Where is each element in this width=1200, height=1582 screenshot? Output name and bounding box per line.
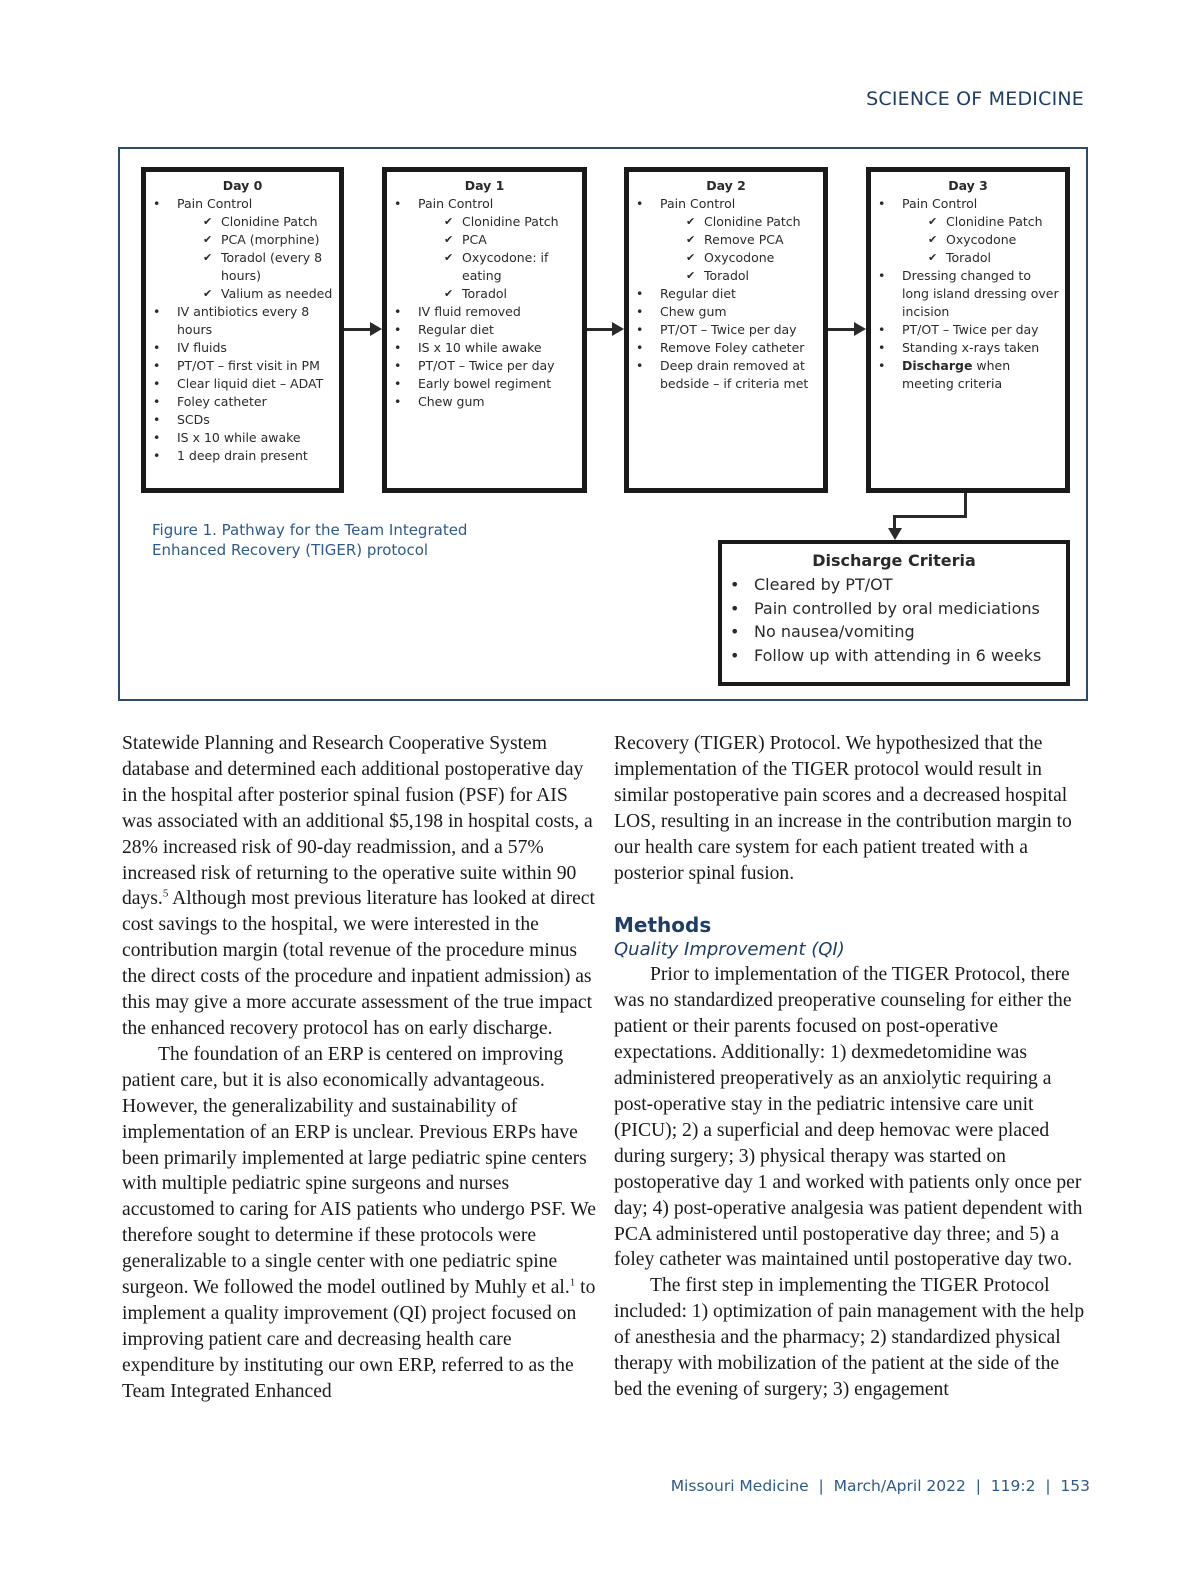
check-icon: ✔ bbox=[444, 233, 454, 246]
day-bullet-item bbox=[876, 339, 1060, 357]
day-bullet-item bbox=[392, 339, 577, 357]
item-text: SCDs bbox=[177, 412, 210, 427]
day-check-item bbox=[876, 249, 1060, 267]
day-bullet-item bbox=[392, 357, 577, 375]
item-text: Valium as needed bbox=[221, 286, 333, 301]
discharge-title: Discharge Criteria bbox=[812, 551, 976, 570]
day-check-item bbox=[392, 213, 577, 231]
body-paragraph: Prior to implementation of the TIGER Protocol, there was no standardized preoperative counseling for either the patient or their parents focused on post-operative expectations. Additionally: 1) dexmedetomidine was administered preoperatively as an anxiolytic requiring a post-operative stay in the pediatric intensive care unit (PICU); 2) a superficial and deep hemovac were placed during surgery; 3) physical therapy was started on postoperative day 1 and worked with patients only once per day; 4) post-operative analgesia was patient dependent with PCA administered until postoperative day three; and 5) a foley catheter was maintained until postoperative day two. bbox=[614, 964, 1083, 1271]
body-paragraph: The first step in implementing the TIGER Protocol included: 1) optimization of pain management with the help of anesthesia and the pharmacy; 2) standardized physical therapy with mobilization of the patient at the side of the bed the evening of surgery; 3) engagement bbox=[614, 1275, 1085, 1400]
methods-subheading: Quality Improvement (QI) bbox=[614, 939, 845, 961]
day-bullet-item bbox=[151, 411, 334, 429]
check-icon: ✔ bbox=[203, 287, 213, 300]
day-check-item bbox=[392, 231, 577, 249]
item-text: Standing x-rays taken bbox=[902, 340, 1040, 355]
body-text: Statewide Planning and Research Cooperative System database and determined each additional postoperative day in the hospital after posterior spinal fusion (PSF) for AIS was associated with an additional $5,198 in hospital costs, a 28% increased risk of 90-day readmission, and a 57% increased risk of returning to the operative suite within 90 days. bbox=[122, 733, 593, 910]
day-check-item bbox=[876, 213, 1060, 231]
connector-day3-left bbox=[893, 515, 967, 518]
item-text: Oxycodone: if eating bbox=[462, 250, 549, 283]
item-text: Dressing changed to long island dressing over incision bbox=[902, 268, 1059, 319]
check-icon: ✔ bbox=[203, 215, 213, 228]
day-check-item bbox=[634, 267, 818, 285]
day-2-box bbox=[624, 167, 828, 493]
day-check-item bbox=[634, 249, 818, 267]
item-text: Pain Control bbox=[902, 196, 978, 211]
discharge-criteria-box bbox=[718, 540, 1070, 686]
day-item-list bbox=[392, 195, 577, 411]
day-check-item bbox=[151, 249, 334, 285]
item-text: Remove Foley catheter bbox=[660, 340, 805, 355]
item-text: Pain Control bbox=[418, 196, 494, 211]
day-item-list bbox=[876, 195, 1060, 393]
item-text: IS x 10 while awake bbox=[177, 430, 301, 445]
item-text: Toradol bbox=[462, 286, 508, 301]
item-text: Pain Control bbox=[660, 196, 736, 211]
day-bullet-item bbox=[392, 321, 577, 339]
item-text: Chew gum bbox=[660, 304, 727, 319]
item-text: IV fluids bbox=[177, 340, 227, 355]
check-icon: ✔ bbox=[444, 251, 454, 264]
item-text: Clonidine Patch bbox=[462, 214, 559, 229]
item-text: when meeting criteria bbox=[902, 358, 1011, 391]
day-bullet-item bbox=[392, 195, 577, 213]
day-check-item bbox=[634, 213, 818, 231]
item-text: Pain Control bbox=[177, 196, 253, 211]
day-check-item bbox=[634, 231, 818, 249]
day-0-box bbox=[141, 167, 344, 493]
day-bullet-item bbox=[634, 339, 818, 357]
day-bullet-item bbox=[151, 375, 334, 393]
day-bullet-item bbox=[151, 357, 334, 375]
discharge-item: • Pain controlled by oral mediciations bbox=[730, 597, 1058, 621]
day-bullet-item bbox=[151, 429, 334, 447]
check-icon: ✔ bbox=[686, 251, 696, 264]
day-check-item bbox=[151, 213, 334, 231]
item-text: 1 deep drain present bbox=[177, 448, 308, 463]
item-text: IV antibiotics every 8 hours bbox=[177, 304, 310, 337]
day-bullet-item bbox=[634, 321, 818, 339]
body-paragraph: Recovery (TIGER) Protocol. We hypothesized that the implementation of the TIGER protocol would result in similar postoperative pain scores and a decreased hospital LOS, resulting in an increase in the contribution margin to our health care system for each patient treated with a posterior spinal fusion. bbox=[614, 733, 1072, 884]
arrow-day2-day3 bbox=[828, 328, 856, 331]
day-check-item bbox=[876, 231, 1060, 249]
connector-to-discharge bbox=[893, 515, 896, 529]
item-text: PT/OT – first visit in PM bbox=[177, 358, 320, 373]
item-text: PCA (morphine) bbox=[221, 232, 320, 247]
day-check-item bbox=[392, 285, 577, 303]
day-bullet-item bbox=[634, 285, 818, 303]
check-icon: ✔ bbox=[444, 287, 454, 300]
item-text: Oxycodone bbox=[946, 232, 1017, 247]
day-bullet-item bbox=[151, 195, 334, 213]
item-text: PT/OT – Twice per day bbox=[418, 358, 555, 373]
day-title: Day 2 bbox=[706, 178, 746, 193]
item-text: IV fluid removed bbox=[418, 304, 521, 319]
check-icon: ✔ bbox=[686, 215, 696, 228]
body-paragraph bbox=[122, 731, 596, 1042]
check-icon: ✔ bbox=[928, 233, 938, 246]
day-bullet-item bbox=[392, 393, 577, 411]
day-bullet-item bbox=[876, 267, 1060, 321]
body-column-right bbox=[614, 731, 1088, 1403]
arrow-day1-day2 bbox=[587, 328, 614, 331]
day-bullet-item bbox=[151, 339, 334, 357]
item-text: Clonidine Patch bbox=[946, 214, 1043, 229]
day-bullet-item bbox=[392, 375, 577, 393]
body-text: Although most previous literature has looked at direct cost savings to the hospital, we were interested in the contribution margin (total revenue of the procedure minus the direct costs of the procedure and inpatient admission) as this may give a more accurate assessment of the true impact the enhanced recovery protocol has on early discharge. bbox=[122, 888, 595, 1039]
item-text: Remove PCA bbox=[704, 232, 784, 247]
body-text: The foundation of an ERP is centered on improving patient care, but it is also economically advantageous. However, the generalizability and sustainability of implementation of an ERP is unclear. Previous ERPs have been primarily implemented at large pediatric spine centers with multiple pediatric spine surgeons and nurses accustomed to caring for AIS patients who undergo PSF. We therefore sought to determine if these protocols were generalizable to a single center with one pediatric spine surgeon. We followed the model outlined by Muhly et al. bbox=[122, 1043, 596, 1299]
body-paragraph bbox=[122, 1042, 596, 1405]
item-text: PT/OT – Twice per day bbox=[660, 322, 797, 337]
check-icon: ✔ bbox=[203, 233, 213, 246]
item-text: Clonidine Patch bbox=[221, 214, 318, 229]
day-bullet-item bbox=[876, 321, 1060, 339]
item-text: Toradol bbox=[946, 250, 992, 265]
item-text: Chew gum bbox=[418, 394, 485, 409]
day-check-item bbox=[151, 231, 334, 249]
section-label: SCIENCE OF MEDICINE bbox=[866, 88, 1084, 110]
methods-heading: Methods bbox=[614, 913, 712, 938]
discharge-item: • Follow up with attending in 6 weeks bbox=[730, 644, 1058, 668]
day-title: Day 0 bbox=[222, 178, 263, 193]
discharge-item: • Cleared by PT/OT bbox=[730, 573, 1058, 597]
item-text: Clonidine Patch bbox=[704, 214, 801, 229]
item-text: Toradol bbox=[704, 268, 750, 283]
day-bullet-item bbox=[634, 195, 818, 213]
day-item-list bbox=[634, 195, 818, 393]
day-bullet-item bbox=[876, 357, 1060, 393]
day-check-item bbox=[392, 249, 577, 285]
day-item-list bbox=[151, 195, 334, 465]
day-title: Day 1 bbox=[464, 178, 505, 193]
page-footer: Missouri Medicine | March/April 2022 | 119:2 | 153 bbox=[670, 1477, 1090, 1495]
discharge-item: • No nausea/vomiting bbox=[730, 620, 1058, 644]
figure-caption: Figure 1. Pathway for the Team Integrated Enhanced Recovery (TIGER) protocol bbox=[152, 521, 468, 559]
check-icon: ✔ bbox=[444, 215, 454, 228]
item-text: Clear liquid diet – ADAT bbox=[177, 376, 324, 391]
day-title: Day 3 bbox=[948, 178, 988, 193]
day-bullet-item bbox=[151, 393, 334, 411]
body-column-left bbox=[122, 731, 596, 1405]
item-text: Regular diet bbox=[418, 322, 494, 337]
item-text: Regular diet bbox=[660, 286, 736, 301]
arrow-to-discharge bbox=[888, 528, 902, 540]
item-text: Oxycodone bbox=[704, 250, 775, 265]
day-check-item bbox=[151, 285, 334, 303]
check-icon: ✔ bbox=[203, 251, 213, 264]
day-bullet-item bbox=[876, 195, 1060, 213]
check-icon: ✔ bbox=[686, 269, 696, 282]
day-bullet-item bbox=[634, 357, 818, 393]
day-bullet-item bbox=[151, 447, 334, 465]
check-icon: ✔ bbox=[928, 251, 938, 264]
body-text: to implement a quality improvement (QI) project focused on improving patient care and decreasing health care expenditure by instituting our own ERP, referred to as the Team Integrated Enhanced bbox=[122, 1277, 596, 1402]
item-text: PT/OT – Twice per day bbox=[902, 322, 1039, 337]
day-bullet-item bbox=[392, 303, 577, 321]
item-text: Toradol (every 8 hours) bbox=[221, 250, 323, 283]
bold-text: Discharge bbox=[902, 358, 973, 373]
reference-number: 5 bbox=[162, 887, 169, 900]
check-icon: ✔ bbox=[686, 233, 696, 246]
item-text: Early bowel regiment bbox=[418, 376, 552, 391]
arrow-day0-day1 bbox=[344, 328, 372, 331]
reference-number: 1 bbox=[569, 1276, 576, 1289]
item-text: Deep drain removed at bedside – if criteria met bbox=[660, 358, 809, 391]
check-icon: ✔ bbox=[928, 215, 938, 228]
item-text: PCA bbox=[462, 232, 487, 247]
item-text: IS x 10 while awake bbox=[418, 340, 542, 355]
day-1-box bbox=[382, 167, 587, 493]
item-text: Foley catheter bbox=[177, 394, 267, 409]
day-3-box bbox=[866, 167, 1070, 493]
day-bullet-item bbox=[634, 303, 818, 321]
day-bullet-item bbox=[151, 303, 334, 339]
